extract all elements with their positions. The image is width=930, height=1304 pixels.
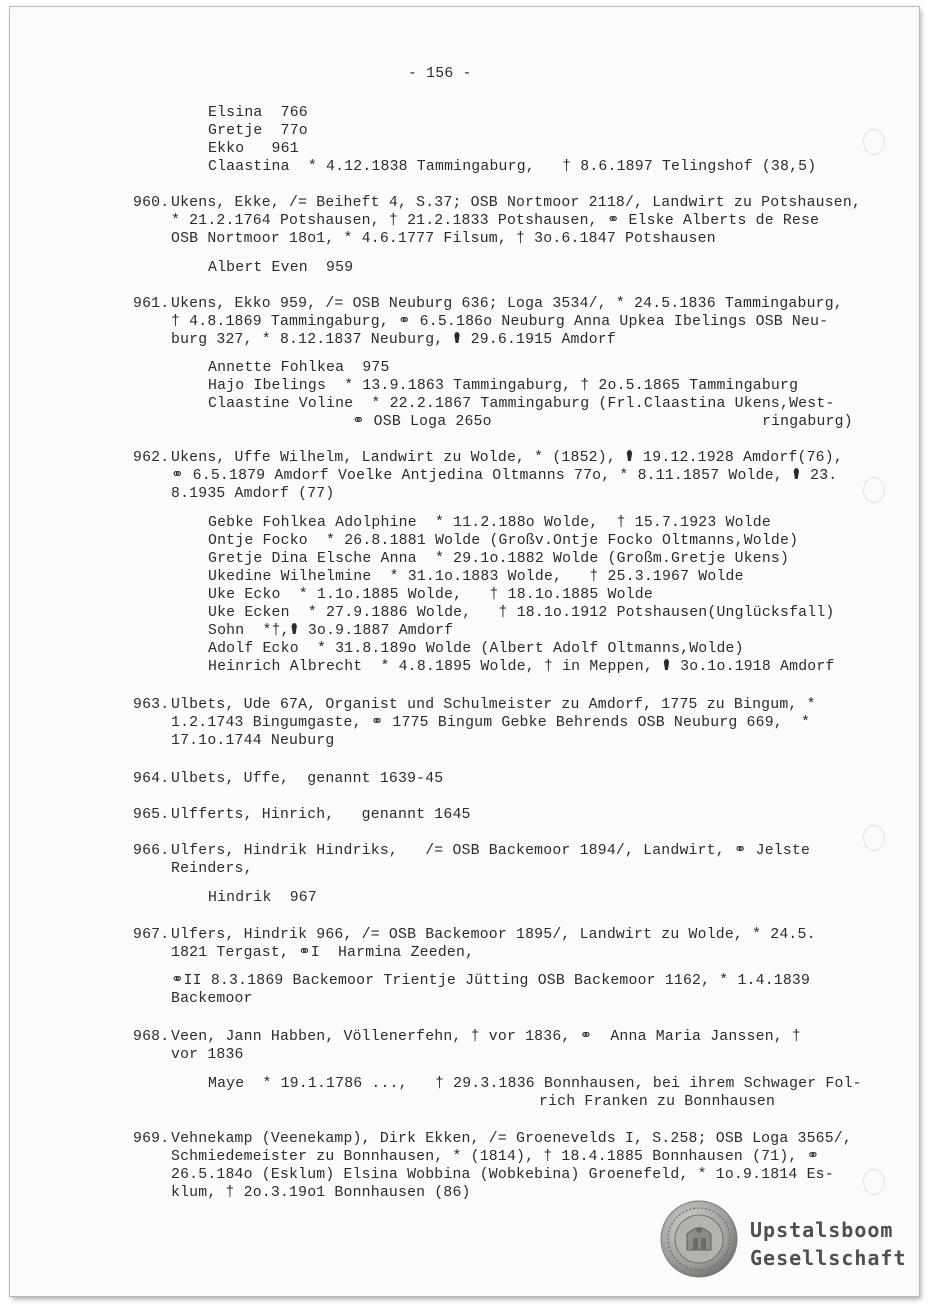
entry-number: 964.	[133, 771, 170, 787]
child-line: ⚭ OSB Loga 265o	[352, 414, 492, 430]
child-line: Heinrich Albrecht * 4.8.1895 Wolde, † in Meppen, ⚰ 3o.1o.1918 Amdorf	[208, 659, 835, 675]
punch-hole	[863, 477, 885, 503]
entry-line: Ukens, Ekke, /= Beiheft 4, S.37; OSB Nortmoor 2118/, Landwirt zu Potshausen,	[171, 195, 862, 211]
entry-line: Backemoor	[171, 991, 253, 1007]
child-line: Claastina * 4.12.1838 Tammingaburg, † 8.6.1897 Telingshof (38,5)	[208, 159, 817, 175]
entry-number: 968.	[133, 1029, 170, 1045]
entry-line: Ulbets, Uffe, genannt 1639-45	[171, 771, 444, 787]
child-line: Ontje Focko * 26.8.1881 Wolde (Großv.Ontje Focko Oltmanns,Wolde)	[208, 533, 799, 549]
entry-line: vor 1836	[171, 1047, 244, 1063]
child-line: Claastine Voline * 22.2.1867 Tammingaburg (Frl.Claastina Ukens,West-	[208, 396, 835, 412]
entry-line: 1821 Tergast, ⚭I Harmina Zeeden,	[171, 945, 475, 961]
brand-line-2: Gesellschaft	[750, 1246, 907, 1270]
child-line: Gretje 77o	[208, 123, 308, 139]
entry-line: Ulfers, Hindrik Hindriks, /= OSB Backemoor 1894/, Landwirt, ⚭ Jelste	[171, 843, 811, 859]
entry-line: burg 327, * 8.12.1837 Neuburg, ⚰ 29.6.1915 Amdorf	[171, 332, 616, 348]
entry-line: 17.1o.1744 Neuburg	[171, 733, 335, 749]
child-line: Sohn *†,⚰ 3o.9.1887 Amdorf	[208, 623, 454, 639]
child-line: Ekko 961	[208, 141, 299, 157]
entry-line: Ulfferts, Hinrich, genannt 1645	[171, 807, 471, 823]
entry-line: 8.1935 Amdorf (77)	[171, 486, 335, 502]
child-line: Uke Ecken * 27.9.1886 Wolde, † 18.1o.1912 Potshausen(Unglücksfall)	[208, 605, 835, 621]
document-page	[10, 7, 919, 1296]
child-line: Elsina 766	[208, 105, 308, 121]
entry-line: Veen, Jann Habben, Völlenerfehn, † vor 1836, ⚭ Anna Maria Janssen, †	[171, 1029, 802, 1045]
entry-line: Schmiedemeister zu Bonnhausen, * (1814), † 18.4.1885 Bonnhausen (71), ⚭	[171, 1149, 820, 1165]
brand-line-1: Upstalsboom	[750, 1218, 894, 1242]
upstalsboom-logo	[660, 1200, 910, 1284]
entry-line: Vehnekamp (Veenekamp), Dirk Ekken, /= Groenevelds I, S.258; OSB Loga 3565/,	[171, 1131, 852, 1147]
punch-hole	[863, 1169, 885, 1195]
punch-hole	[863, 825, 885, 851]
child-line: Annette Fohlkea 975	[208, 360, 390, 376]
entry-line: * 21.2.1764 Potshausen, † 21.2.1833 Potshausen, ⚭ Elske Alberts de Rese	[171, 213, 820, 229]
entry-number: 966.	[133, 843, 170, 859]
punch-hole	[863, 129, 885, 155]
entry-number: 967.	[133, 927, 170, 943]
page-number: - 156 -	[408, 66, 472, 82]
entry-line: Ukens, Uffe Wilhelm, Landwirt zu Wolde, * (1852), ⚰ 19.12.1928 Amdorf(76),	[171, 450, 843, 466]
entry-number: 969.	[133, 1131, 170, 1147]
entry-line: † 4.8.1869 Tammingaburg, ⚭ 6.5.186o Neuburg Anna Upkea Ibelings OSB Neu-	[171, 314, 829, 330]
entry-line: OSB Nortmoor 18o1, * 4.6.1777 Filsum, † 3o.6.1847 Potshausen	[171, 231, 716, 247]
child-line: Albert Even 959	[208, 260, 354, 276]
entry-line: ⚭II 8.3.1869 Backemoor Trientje Jütting OSB Backemoor 1162, * 1.4.1839	[171, 973, 811, 989]
child-line: Gretje Dina Elsche Anna * 29.1o.1882 Wolde (Großm.Gretje Ukens)	[208, 551, 790, 567]
entry-number: 960.	[133, 195, 170, 211]
entry-line: 1.2.1743 Bingumgaste, ⚭ 1775 Bingum Gebke Behrends OSB Neuburg 669, *	[171, 715, 811, 731]
entry-line: klum, † 2o.3.19o1 Bonnhausen (86)	[171, 1185, 471, 1201]
entry-line: 26.5.184o (Esklum) Elsina Wobbina (Wobkebina) Groenefeld, * 1o.9.1814 Es-	[171, 1167, 834, 1183]
entry-number: 963.	[133, 697, 170, 713]
entry-number: 962.	[133, 450, 170, 466]
entry-number: 965.	[133, 807, 170, 823]
child-line: Adolf Ecko * 31.8.189o Wolde (Albert Adolf Oltmanns,Wolde)	[208, 641, 744, 657]
entry-number: 961.	[133, 296, 170, 312]
entry-line: Ukens, Ekko 959, /= OSB Neuburg 636; Loga 3534/, * 24.5.1836 Tammingaburg,	[171, 296, 843, 312]
entry-line: Ulfers, Hindrik 966, /= OSB Backemoor 1895/, Landwirt zu Wolde, * 24.5.	[171, 927, 816, 943]
seal-icon	[660, 1200, 738, 1278]
child-line: Hindrik 967	[208, 890, 317, 906]
child-line: Uke Ecko * 1.1o.1885 Wolde, † 18.1o.1885 Wolde	[208, 587, 653, 603]
child-line: Gebke Fohlkea Adolphine * 11.2.188o Wolde, † 15.7.1923 Wolde	[208, 515, 771, 531]
child-line: ringaburg)	[762, 414, 853, 430]
child-line: Maye * 19.1.1786 ..., † 29.3.1836 Bonnhausen, bei ihrem Schwager Fol-	[208, 1076, 862, 1092]
entry-line: Reinders,	[171, 861, 253, 877]
entry-line: ⚭ 6.5.1879 Amdorf Voelke Antjedina Oltmanns 77o, * 8.11.1857 Wolde, ⚰ 23.	[171, 468, 838, 484]
child-line: rich Franken zu Bonnhausen	[539, 1094, 776, 1110]
entry-line: Ulbets, Ude 67A, Organist und Schulmeister zu Amdorf, 1775 zu Bingum, *	[171, 697, 816, 713]
child-line: Hajo Ibelings * 13.9.1863 Tammingaburg, † 2o.5.1865 Tammingaburg	[208, 378, 799, 394]
child-line: Ukedine Wilhelmine * 31.1o.1883 Wolde, † 25.3.1967 Wolde	[208, 569, 744, 585]
